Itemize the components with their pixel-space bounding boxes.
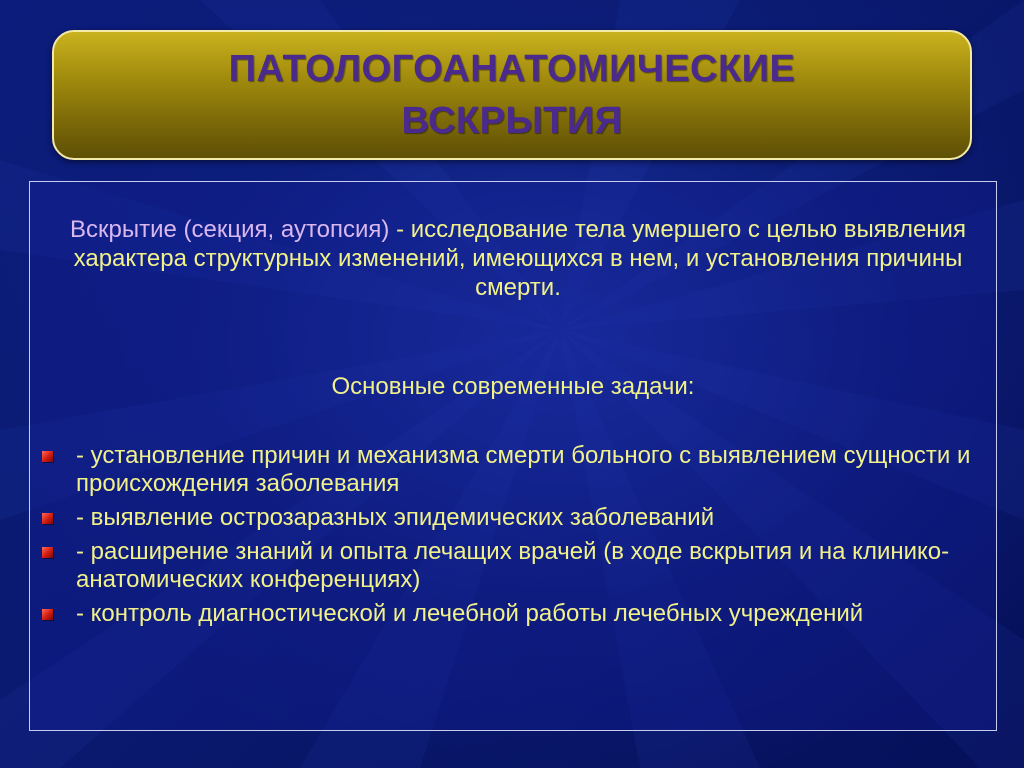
task-item (38, 538, 988, 594)
task-text: - установление причин и механизма смерти больного с выявлением сущности и происхождения заболевания (76, 442, 971, 497)
square-bullet-icon (42, 451, 53, 462)
square-bullet-icon (42, 513, 53, 524)
title-line-1: ПАТОЛОГОАНАТОМИЧЕСКИЕ (228, 48, 796, 90)
definition-text: - исследование тела умершего с целью выявления характера структурных изменений, имеющихся в нем, и установления причины смерти. (73, 216, 966, 301)
tasks-list (38, 442, 988, 634)
task-item (38, 600, 988, 628)
slide-title (229, 43, 796, 147)
task-text: - контроль диагностической и лечебной работы лечебных учреждений (76, 600, 864, 627)
task-text: - выявление острозаразных эпидемических заболеваний (76, 504, 715, 531)
definition-paragraph (58, 215, 978, 302)
tasks-heading: Основные современные задачи: (331, 373, 695, 400)
task-item (38, 442, 988, 498)
title-banner (52, 30, 972, 160)
definition-term: Вскрытие (секция, аутопсия) (70, 216, 390, 243)
square-bullet-icon (42, 609, 53, 620)
square-bullet-icon (42, 547, 53, 558)
task-item (38, 504, 988, 532)
title-line-2: ВСКРЫТИЯ (401, 100, 623, 142)
task-text: - расширение знаний и опыта лечащих врачей (в ходе вскрытия и на клинико-анатомических конференциях) (76, 538, 950, 593)
